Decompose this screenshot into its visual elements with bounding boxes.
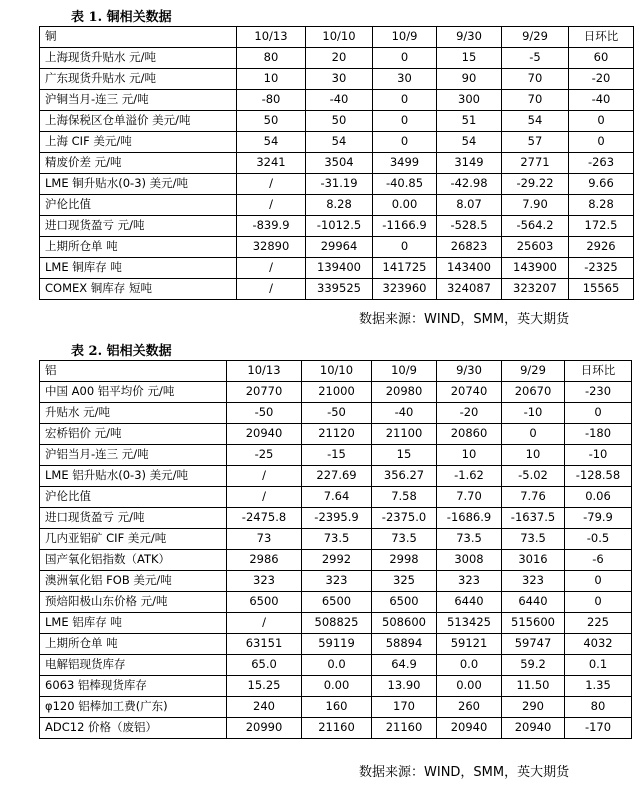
- table-cell: -20: [437, 403, 502, 424]
- table-cell: 260: [437, 697, 502, 718]
- table-cell: -170: [565, 718, 632, 739]
- table-cell: 10: [437, 445, 502, 466]
- row-label: 进口现货盈亏 元/吨: [40, 508, 227, 529]
- table-cell: 0: [373, 132, 437, 153]
- table-cell: 0: [373, 90, 437, 111]
- table-cell: 143400: [437, 258, 502, 279]
- column-header: 10/13: [237, 27, 306, 48]
- table-cell: 80: [237, 48, 306, 69]
- table-cell: 15: [372, 445, 437, 466]
- table-cell: 7.90: [502, 195, 569, 216]
- row-label: 预焙阳极山东价格 元/吨: [40, 592, 227, 613]
- table-cell: -29.22: [502, 174, 569, 195]
- table-cell: 225: [565, 613, 632, 634]
- row-label: 国产氧化铝指数（ATK）: [40, 550, 227, 571]
- table-row: [40, 445, 632, 466]
- table-row: [40, 216, 634, 237]
- table-row: [40, 718, 632, 739]
- table-cell: 21000: [302, 382, 372, 403]
- table-cell: 73.5: [302, 529, 372, 550]
- table-cell: -1.62: [437, 466, 502, 487]
- table-cell: -5: [502, 48, 569, 69]
- table-cell: 0: [373, 237, 437, 258]
- table-cell: 323: [437, 571, 502, 592]
- table-cell: 15: [437, 48, 502, 69]
- table-cell: 6440: [437, 592, 502, 613]
- table-cell: 90: [437, 69, 502, 90]
- table-cell: 20: [306, 48, 373, 69]
- table-row: [40, 237, 634, 258]
- table-cell: 73.5: [502, 529, 565, 550]
- row-label: 上海现货升贴水 元/吨: [40, 48, 237, 69]
- row-label: 中国 A00 铝平均价 元/吨: [40, 382, 227, 403]
- row-label: 宏桥铝价 元/吨: [40, 424, 227, 445]
- table-cell: -1012.5: [306, 216, 373, 237]
- table-cell: /: [227, 466, 302, 487]
- table-cell: -5.02: [502, 466, 565, 487]
- table-cell: -528.5: [437, 216, 502, 237]
- column-header: 10/9: [373, 27, 437, 48]
- table-cell: 160: [302, 697, 372, 718]
- table-cell: 0: [373, 48, 437, 69]
- table-row: [40, 655, 632, 676]
- column-header: 9/30: [437, 27, 502, 48]
- table-cell: -0.5: [565, 529, 632, 550]
- table-cell: -10: [565, 445, 632, 466]
- row-label: 沪铝当月-连三 元/吨: [40, 445, 227, 466]
- table-cell: -15: [302, 445, 372, 466]
- table-cell: 323: [502, 571, 565, 592]
- table-cell: 6500: [372, 592, 437, 613]
- table-cell: 0.1: [565, 655, 632, 676]
- table-cell: 172.5: [569, 216, 634, 237]
- table-cell: -40: [569, 90, 634, 111]
- table-cell: 73.5: [437, 529, 502, 550]
- table-cell: /: [237, 174, 306, 195]
- table-cell: 54: [502, 111, 569, 132]
- table-cell: 300: [437, 90, 502, 111]
- table-row: [40, 571, 632, 592]
- aluminum-data-table: [39, 360, 632, 739]
- table-cell: 26823: [437, 237, 502, 258]
- table-cell: 20670: [502, 382, 565, 403]
- table1-source: 数据来源：WIND，SMM，英大期货: [359, 312, 570, 327]
- table-cell: 0: [569, 111, 634, 132]
- table-cell: 323960: [373, 279, 437, 300]
- table-row: [40, 466, 632, 487]
- row-label: COMEX 铜库存 短吨: [40, 279, 237, 300]
- table-cell: 10: [502, 445, 565, 466]
- table-cell: -2395.9: [302, 508, 372, 529]
- table-cell: -128.58: [565, 466, 632, 487]
- table-cell: 10: [237, 69, 306, 90]
- table-cell: 30: [373, 69, 437, 90]
- table-cell: 7.70: [437, 487, 502, 508]
- column-header: 9/29: [502, 361, 565, 382]
- table-cell: 64.9: [372, 655, 437, 676]
- table-cell: 73.5: [372, 529, 437, 550]
- table-cell: 70: [502, 90, 569, 111]
- table-cell: 7.58: [372, 487, 437, 508]
- row-label: LME 铝升贴水(0-3) 美元/吨: [40, 466, 227, 487]
- row-label: φ120 铝棒加工费(广东): [40, 697, 227, 718]
- column-header: 日环比: [565, 361, 632, 382]
- table-cell: 2986: [227, 550, 302, 571]
- table-cell: -50: [302, 403, 372, 424]
- table-cell: 2771: [502, 153, 569, 174]
- table-cell: 3499: [373, 153, 437, 174]
- table-cell: -2475.8: [227, 508, 302, 529]
- table-cell: 73: [227, 529, 302, 550]
- table-cell: 4032: [565, 634, 632, 655]
- table-row: [40, 403, 632, 424]
- table-row: [40, 174, 634, 195]
- table-row: [40, 529, 632, 550]
- table-cell: 2998: [372, 550, 437, 571]
- table-row: [40, 634, 632, 655]
- row-label: 沪伦比值: [40, 195, 237, 216]
- table-cell: 15565: [569, 279, 634, 300]
- table-cell: 11.50: [502, 676, 565, 697]
- table-row: [40, 613, 632, 634]
- table-cell: 0: [565, 403, 632, 424]
- table-cell: 0.06: [565, 487, 632, 508]
- table-cell: 323: [302, 571, 372, 592]
- table-cell: -1166.9: [373, 216, 437, 237]
- table-cell: -20: [569, 69, 634, 90]
- table-cell: 59.2: [502, 655, 565, 676]
- table-cell: -263: [569, 153, 634, 174]
- row-label: 几内亚铝矿 CIF 美元/吨: [40, 529, 227, 550]
- table-cell: -1686.9: [437, 508, 502, 529]
- table-cell: 290: [502, 697, 565, 718]
- table2-source: 数据来源：WIND，SMM，英大期货: [359, 765, 570, 780]
- row-label: 上海 CIF 美元/吨: [40, 132, 237, 153]
- table-cell: 515600: [502, 613, 565, 634]
- table-cell: 8.28: [306, 195, 373, 216]
- row-label: 广东现货升贴水 元/吨: [40, 69, 237, 90]
- table-cell: 6440: [502, 592, 565, 613]
- table-cell: 143900: [502, 258, 569, 279]
- table-cell: 227.69: [302, 466, 372, 487]
- row-label: ADC12 价格（废铝）: [40, 718, 227, 739]
- table-cell: 508825: [302, 613, 372, 634]
- table-cell: 7.64: [302, 487, 372, 508]
- table-cell: 141725: [373, 258, 437, 279]
- row-label: 进口现货盈亏 元/吨: [40, 216, 237, 237]
- copper-data-table: [39, 26, 634, 300]
- table-cell: 0: [502, 424, 565, 445]
- row-label: 上期所仓单 吨: [40, 634, 227, 655]
- table-cell: 9.66: [569, 174, 634, 195]
- table-cell: -40: [306, 90, 373, 111]
- table-cell: -25: [227, 445, 302, 466]
- table-cell: 15.25: [227, 676, 302, 697]
- table-cell: 323207: [502, 279, 569, 300]
- table-header-row: [40, 361, 632, 382]
- table-cell: 0.00: [437, 676, 502, 697]
- table-cell: 20980: [372, 382, 437, 403]
- table-cell: -1637.5: [502, 508, 565, 529]
- table-cell: -40: [372, 403, 437, 424]
- table-cell: -180: [565, 424, 632, 445]
- table-cell: -2325: [569, 258, 634, 279]
- table-row: [40, 90, 634, 111]
- table-row: [40, 195, 634, 216]
- table-row: [40, 111, 634, 132]
- column-header: 10/10: [302, 361, 372, 382]
- row-label: 升贴水 元/吨: [40, 403, 227, 424]
- table-cell: /: [237, 258, 306, 279]
- table-cell: 30: [306, 69, 373, 90]
- table-cell: 0: [565, 571, 632, 592]
- table-cell: 70: [502, 69, 569, 90]
- table-cell: 0.0: [437, 655, 502, 676]
- table-cell: 339525: [306, 279, 373, 300]
- table-cell: 170: [372, 697, 437, 718]
- table-cell: 50: [237, 111, 306, 132]
- table-cell: 54: [306, 132, 373, 153]
- table-cell: 3241: [237, 153, 306, 174]
- column-header: 铜: [40, 27, 237, 48]
- row-label: LME 铜库存 吨: [40, 258, 237, 279]
- table-row: [40, 592, 632, 613]
- table-cell: -79.9: [565, 508, 632, 529]
- column-header: 日环比: [569, 27, 634, 48]
- table-cell: 6500: [302, 592, 372, 613]
- table-row: [40, 69, 634, 90]
- table-cell: 80: [565, 697, 632, 718]
- table-row: [40, 153, 634, 174]
- table-cell: /: [237, 279, 306, 300]
- table-cell: 21100: [372, 424, 437, 445]
- table-cell: 356.27: [372, 466, 437, 487]
- row-label: LME 铜升贴水(0-3) 美元/吨: [40, 174, 237, 195]
- table-cell: 0.00: [373, 195, 437, 216]
- table-cell: -839.9: [237, 216, 306, 237]
- table-cell: 25603: [502, 237, 569, 258]
- table-cell: 1.35: [565, 676, 632, 697]
- row-label: 上期所仓单 吨: [40, 237, 237, 258]
- row-label: 沪伦比值: [40, 487, 227, 508]
- table-cell: 20940: [502, 718, 565, 739]
- table-cell: 0: [569, 132, 634, 153]
- table-cell: 20940: [437, 718, 502, 739]
- table-cell: -50: [227, 403, 302, 424]
- row-label: 沪铜当月-连三 元/吨: [40, 90, 237, 111]
- table-cell: 51: [437, 111, 502, 132]
- table-cell: 21160: [302, 718, 372, 739]
- table-cell: 2992: [302, 550, 372, 571]
- table-cell: 0.0: [302, 655, 372, 676]
- table-cell: 20940: [227, 424, 302, 445]
- table-cell: 0: [565, 592, 632, 613]
- table-cell: 54: [237, 132, 306, 153]
- table-row: [40, 487, 632, 508]
- table-cell: 513425: [437, 613, 502, 634]
- row-label: 澳洲氧化铝 FOB 美元/吨: [40, 571, 227, 592]
- table-cell: 2926: [569, 237, 634, 258]
- table-cell: 65.0: [227, 655, 302, 676]
- table-cell: 29964: [306, 237, 373, 258]
- table-cell: -6: [565, 550, 632, 571]
- table-row: [40, 550, 632, 571]
- table-cell: 54: [437, 132, 502, 153]
- table-cell: 59747: [502, 634, 565, 655]
- table-cell: 21160: [372, 718, 437, 739]
- table1-caption: 表 1. 铜相关数据: [71, 10, 172, 25]
- table-row: [40, 676, 632, 697]
- table-cell: 13.90: [372, 676, 437, 697]
- table-cell: 60: [569, 48, 634, 69]
- column-header: 10/13: [227, 361, 302, 382]
- row-label: 精废价差 元/吨: [40, 153, 237, 174]
- table-cell: 3149: [437, 153, 502, 174]
- table-cell: -42.98: [437, 174, 502, 195]
- table-cell: 20860: [437, 424, 502, 445]
- table-cell: -2375.0: [372, 508, 437, 529]
- column-header: 9/29: [502, 27, 569, 48]
- table-cell: 59119: [302, 634, 372, 655]
- table-cell: 508600: [372, 613, 437, 634]
- table-header-row: [40, 27, 634, 48]
- table-cell: 20740: [437, 382, 502, 403]
- row-label: 电解铝现货库存: [40, 655, 227, 676]
- table-cell: 32890: [237, 237, 306, 258]
- table-cell: -40.85: [373, 174, 437, 195]
- table-row: [40, 279, 634, 300]
- table-cell: -10: [502, 403, 565, 424]
- table-cell: 0.00: [302, 676, 372, 697]
- table-cell: 57: [502, 132, 569, 153]
- table-cell: 3008: [437, 550, 502, 571]
- row-label: 上海保税区仓单溢价 美元/吨: [40, 111, 237, 132]
- table-cell: 59121: [437, 634, 502, 655]
- table-cell: -31.19: [306, 174, 373, 195]
- table-cell: -230: [565, 382, 632, 403]
- table-cell: 325: [372, 571, 437, 592]
- table-cell: 63151: [227, 634, 302, 655]
- table-cell: -80: [237, 90, 306, 111]
- table-cell: 21120: [302, 424, 372, 445]
- table-cell: 20990: [227, 718, 302, 739]
- table-cell: 58894: [372, 634, 437, 655]
- table-cell: 3016: [502, 550, 565, 571]
- table-row: [40, 697, 632, 718]
- table-cell: 8.07: [437, 195, 502, 216]
- column-header: 9/30: [437, 361, 502, 382]
- table-row: [40, 508, 632, 529]
- table-row: [40, 132, 634, 153]
- column-header: 10/9: [372, 361, 437, 382]
- table-cell: 20770: [227, 382, 302, 403]
- row-label: 6063 铝棒现货库存: [40, 676, 227, 697]
- table-cell: 3504: [306, 153, 373, 174]
- table-cell: /: [237, 195, 306, 216]
- table2-caption: 表 2. 铝相关数据: [71, 344, 172, 359]
- column-header: 10/10: [306, 27, 373, 48]
- table-row: [40, 424, 632, 445]
- table-row: [40, 48, 634, 69]
- table-cell: /: [227, 613, 302, 634]
- table-cell: -564.2: [502, 216, 569, 237]
- table-cell: 323: [227, 571, 302, 592]
- table-cell: 240: [227, 697, 302, 718]
- row-label: LME 铝库存 吨: [40, 613, 227, 634]
- table-cell: 6500: [227, 592, 302, 613]
- table-cell: 324087: [437, 279, 502, 300]
- table-cell: 0: [373, 111, 437, 132]
- column-header: 铝: [40, 361, 227, 382]
- table-cell: 8.28: [569, 195, 634, 216]
- table-cell: 139400: [306, 258, 373, 279]
- table-cell: /: [227, 487, 302, 508]
- table-cell: 50: [306, 111, 373, 132]
- table-row: [40, 382, 632, 403]
- table-row: [40, 258, 634, 279]
- table-cell: 7.76: [502, 487, 565, 508]
